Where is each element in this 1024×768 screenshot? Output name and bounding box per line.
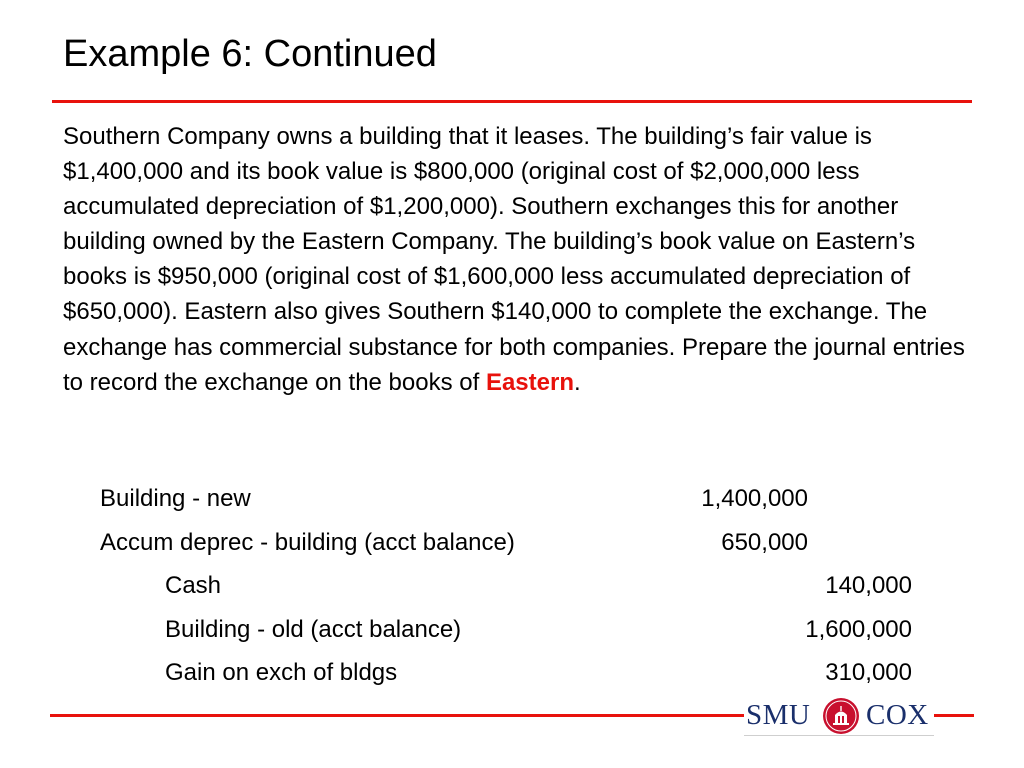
title-divider: [52, 100, 972, 103]
smu-cox-logo: [744, 695, 934, 737]
paragraph-end: .: [574, 368, 581, 396]
account-name: Accum deprec - building (acct balance): [100, 528, 515, 556]
debit-amount: 650,000: [721, 528, 808, 556]
credit-amount: 310,000: [825, 659, 912, 686]
slide-title: Example 6: Continued: [63, 33, 437, 75]
account-name: Cash: [165, 572, 222, 599]
account-name: Gain on exch of bldgs: [165, 659, 398, 686]
journal-row: [0, 572, 1024, 616]
credit-amount: 1,600,000: [805, 615, 912, 643]
logo-text-smu: SMU: [746, 699, 811, 731]
footer-divider-left: [50, 714, 744, 717]
problem-paragraph: [63, 119, 973, 400]
journal-row: [0, 485, 1024, 529]
logo-text-cox: COX: [866, 699, 929, 731]
debit-amount: 1,400,000: [701, 485, 808, 512]
logo-underline: [744, 735, 934, 736]
footer-divider-right: [934, 714, 974, 717]
journal-entry: [0, 485, 1024, 703]
account-name: Building - new: [100, 485, 251, 512]
journal-row: [0, 616, 1024, 660]
credit-amount: 140,000: [825, 572, 912, 599]
university-seal-icon: [822, 697, 860, 735]
journal-row: [0, 529, 1024, 573]
account-name: Building - old (acct balance): [165, 615, 462, 643]
paragraph-text: Southern Company owns a building that it leases. The building’s fair value is $1,400,000 and its book value is $800,000 (original cost of $2,000,000 less accumulated depreciation of $1,200,000). Southern exchanges this for another building owned by the Eastern Company. The building’s book value on Eastern’s books is $950,000 (original cost of $1,600,000 less accumulated depreciation of $650,000). Eastern also gives Southern $140,000 to complete the exchange. The exchange has commercial substance for both companies. Prepare the journal entries to record the exchange on the books of: [63, 123, 965, 396]
highlighted-company: Eastern: [485, 368, 574, 396]
